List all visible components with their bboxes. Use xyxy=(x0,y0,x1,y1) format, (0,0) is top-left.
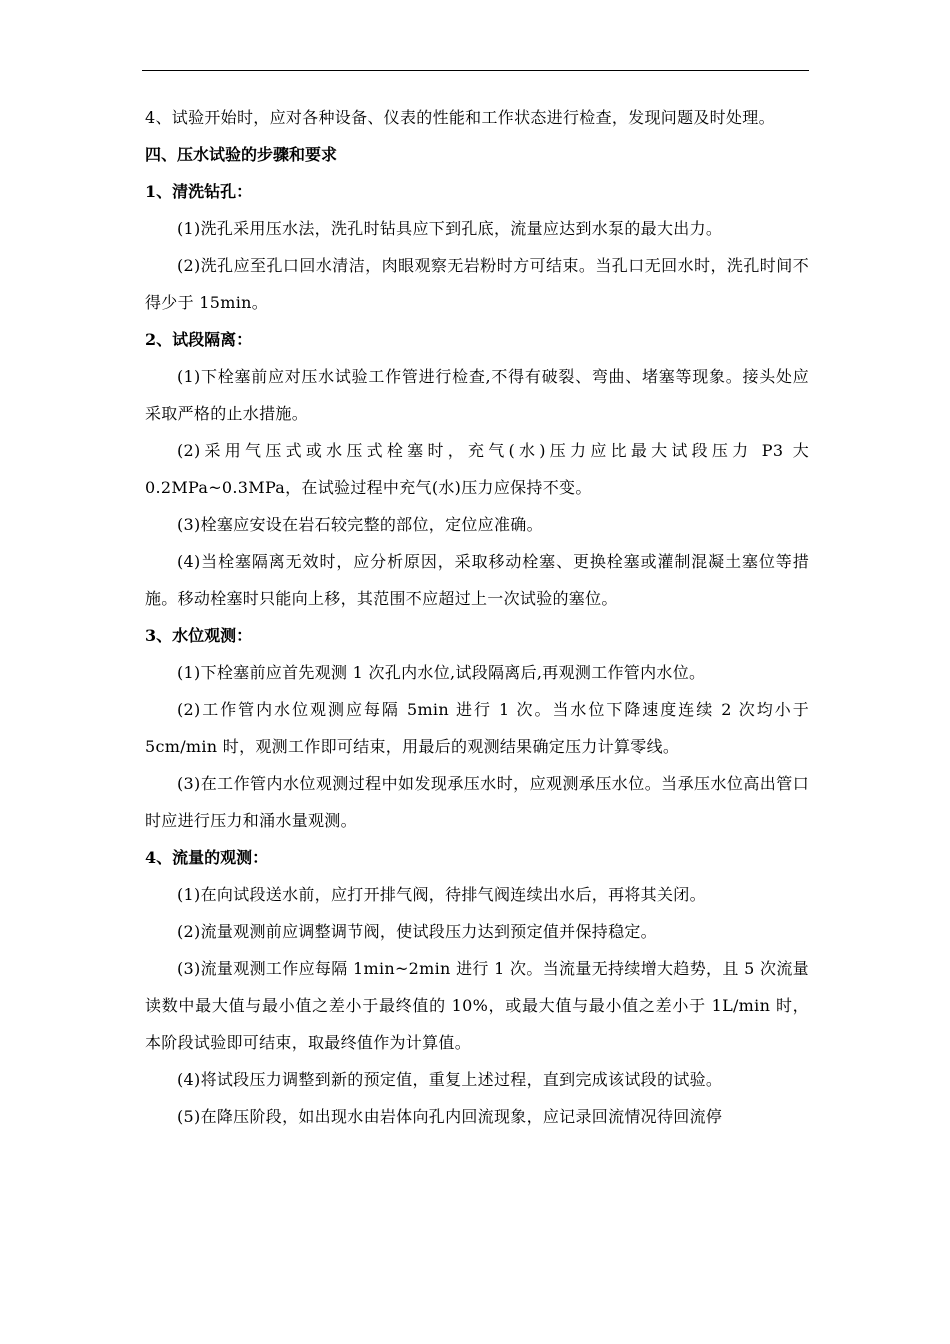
header-rule xyxy=(142,70,809,71)
paragraph-flow-4: (4)将试段压力调整到新的预定值，重复上述过程，直到完成该试段的试验。 xyxy=(177,1070,723,1089)
paragraph-isolation-1: (1)下栓塞前应对压水试验工作管进行检查,不得有破裂、弯曲、堵塞等现象。接头处应采取严格的止水措施。 xyxy=(145,367,809,423)
paragraph-isolation-2: (2)采用气压式或水压式栓塞时，充气(水)压力应比最大试段压力 P3 大 0.2MPa~0.3MPa，在试验过程中充气(水)压力应保持不变。 xyxy=(145,441,809,497)
subheading-section-isolation: 2、试段隔离： xyxy=(145,330,253,349)
subheading-water-level: 3、水位观测： xyxy=(145,626,253,645)
paragraph-water-level-1: (1)下栓塞前应首先观测 1 次孔内水位,试段隔离后,再观测工作管内水位。 xyxy=(177,663,706,682)
subheading-borehole-cleaning: 1、清洗钻孔： xyxy=(145,182,253,201)
paragraph-isolation-4: (4)当栓塞隔离无效时，应分析原因，采取移动栓塞、更换栓塞或灌制混凝土塞位等措施。移动栓塞时只能向上移，其范围不应超过上一次试验的塞位。 xyxy=(145,552,809,608)
paragraph-water-level-2: (2)工作管内水位观测应每隔 5min 进行 1 次。当水位下降速度连续 2 次均小于 5cm/min 时，观测工作即可结束，用最后的观测结果确定压力计算零线。 xyxy=(145,700,809,756)
paragraph-flow-2: (2)流量观测前应调整调节阀，使试段压力达到预定值并保持稳定。 xyxy=(177,922,657,941)
paragraph-isolation-3: (3)栓塞应安设在岩石较完整的部位，定位应准确。 xyxy=(177,515,543,534)
paragraph-equipment-check: 4、试验开始时，应对各种设备、仪表的性能和工作状态进行检查，发现问题及时处理。 xyxy=(145,108,775,127)
paragraph-cleaning-1: (1)洗孔采用压水法，洗孔时钻具应下到孔底，流量应达到水泵的最大出力。 xyxy=(177,219,723,238)
paragraph-flow-1: (1)在向试段送水前，应打开排气阀，待排气阀连续出水后，再将其关闭。 xyxy=(177,885,706,904)
paragraph-water-level-3: (3)在工作管内水位观测过程中如发现承压水时，应观测承压水位。当承压水位高出管口时应进行压力和涌水量观测。 xyxy=(145,774,809,830)
document-body xyxy=(145,99,809,1135)
paragraph-flow-3: (3)流量观测工作应每隔 1min~2min 进行 1 次。当流量无持续增大趋势，且 5 次流量读数中最大值与最小值之差小于最终值的 10%，或最大值与最小值之差小于 1L/min 时，本阶段试验即可结束，取最终值作为计算值。 xyxy=(145,959,809,1052)
paragraph-flow-5: (5)在降压阶段，如出现水由岩体向孔内回流现象，应记录回流情况待回流停 xyxy=(177,1107,723,1126)
subheading-flow-observation: 4、流量的观测： xyxy=(145,848,269,867)
paragraph-cleaning-2: (2)洗孔应至孔口回水清洁，肉眼观察无岩粉时方可结束。当孔口无回水时，洗孔时间不得少于 15min。 xyxy=(145,256,809,312)
section-heading-steps: 四、压水试验的步骤和要求 xyxy=(145,145,338,164)
